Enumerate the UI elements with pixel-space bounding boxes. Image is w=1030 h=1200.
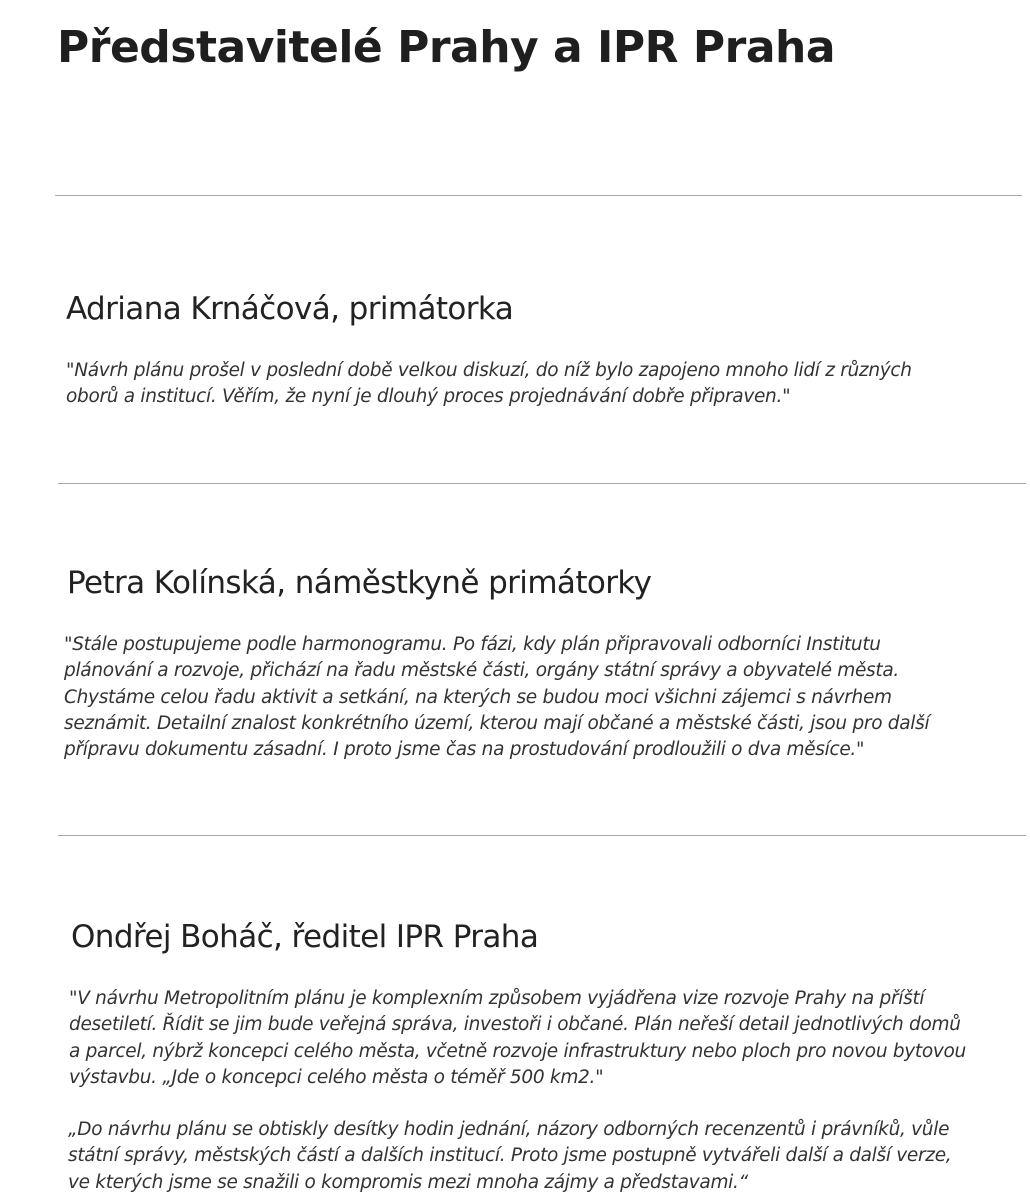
section-divider bbox=[58, 483, 1026, 484]
quote-line: výstavbu. „Jde o koncepci celého města o téměř 500 km2." bbox=[69, 1066, 604, 1088]
quote-paragraph bbox=[69, 986, 966, 1091]
person-name: Ondřej Boháč, ředitel IPR Praha bbox=[71, 919, 539, 955]
quote-line: seznámit. Detailní znalost konkrétního území, kterou mají občané a městské části, jsou pro další bbox=[64, 712, 930, 734]
quote-paragraph bbox=[64, 632, 929, 763]
quote-line: oborů a institucí. Věřím, že nyní je dlouhý proces projednávání dobře připraven." bbox=[66, 386, 791, 408]
quote-line: a parcel, nýbrž koncepci celého města, včetně rozvoje infrastruktury nebo ploch pro novou bytovou bbox=[69, 1040, 966, 1062]
person-name: Petra Kolínská, náměstkyně primátorky bbox=[67, 565, 652, 601]
section-divider bbox=[58, 835, 1026, 836]
quote-line: přípravu dokumentu zásadní. I proto jsme čas na prostudování prodloužili o dva měsíce." bbox=[64, 739, 865, 761]
quote-line: "V návrhu Metropolitním plánu je komplexním způsobem vyjádřena vize rozvoje Prahy na příští bbox=[69, 988, 925, 1009]
quote-line: Chystáme celou řadu aktivit a setkání, na kterých se budou moci všichni zájemci s návrhem bbox=[64, 686, 892, 708]
quote-line: desetiletí. Řídit se jim bude veřejná správa, investoři i občané. Plán neřeší detail jednotlivých domů bbox=[69, 1014, 961, 1036]
person-name: Adriana Krnáčová, primátorka bbox=[66, 291, 514, 327]
quote-line: státní správy, městských částí a dalších institucí. Proto jsme postupně vytvářeli další a další verze, bbox=[68, 1145, 952, 1167]
quote-line: ve kterých jsme se snažili o kompromis mezi mnoha zájmy a představami.“ bbox=[68, 1171, 748, 1193]
section-divider bbox=[55, 195, 1022, 196]
page-title: Představitelé Prahy a IPR Praha bbox=[57, 22, 836, 73]
quote-paragraph bbox=[66, 358, 912, 411]
quote-line: "Stále postupujeme podle harmonogramu. Po fázi, kdy plán připravovali odborníci Institutu bbox=[64, 634, 881, 655]
quote-line: "Návrh plánu prošel v poslední době velkou diskuzí, do níž bylo zapojeno mnoho lidí z různých bbox=[66, 360, 912, 381]
quote-line: plánování a rozvoje, přichází na řadu městské části, orgány státní správy a obyvatelé města. bbox=[64, 660, 899, 682]
quote-paragraph bbox=[68, 1117, 951, 1196]
quote-line: „Do návrhu plánu se obtiskly desítky hodin jednání, názory odborných recenzentů i právníků, vůle bbox=[68, 1119, 950, 1140]
